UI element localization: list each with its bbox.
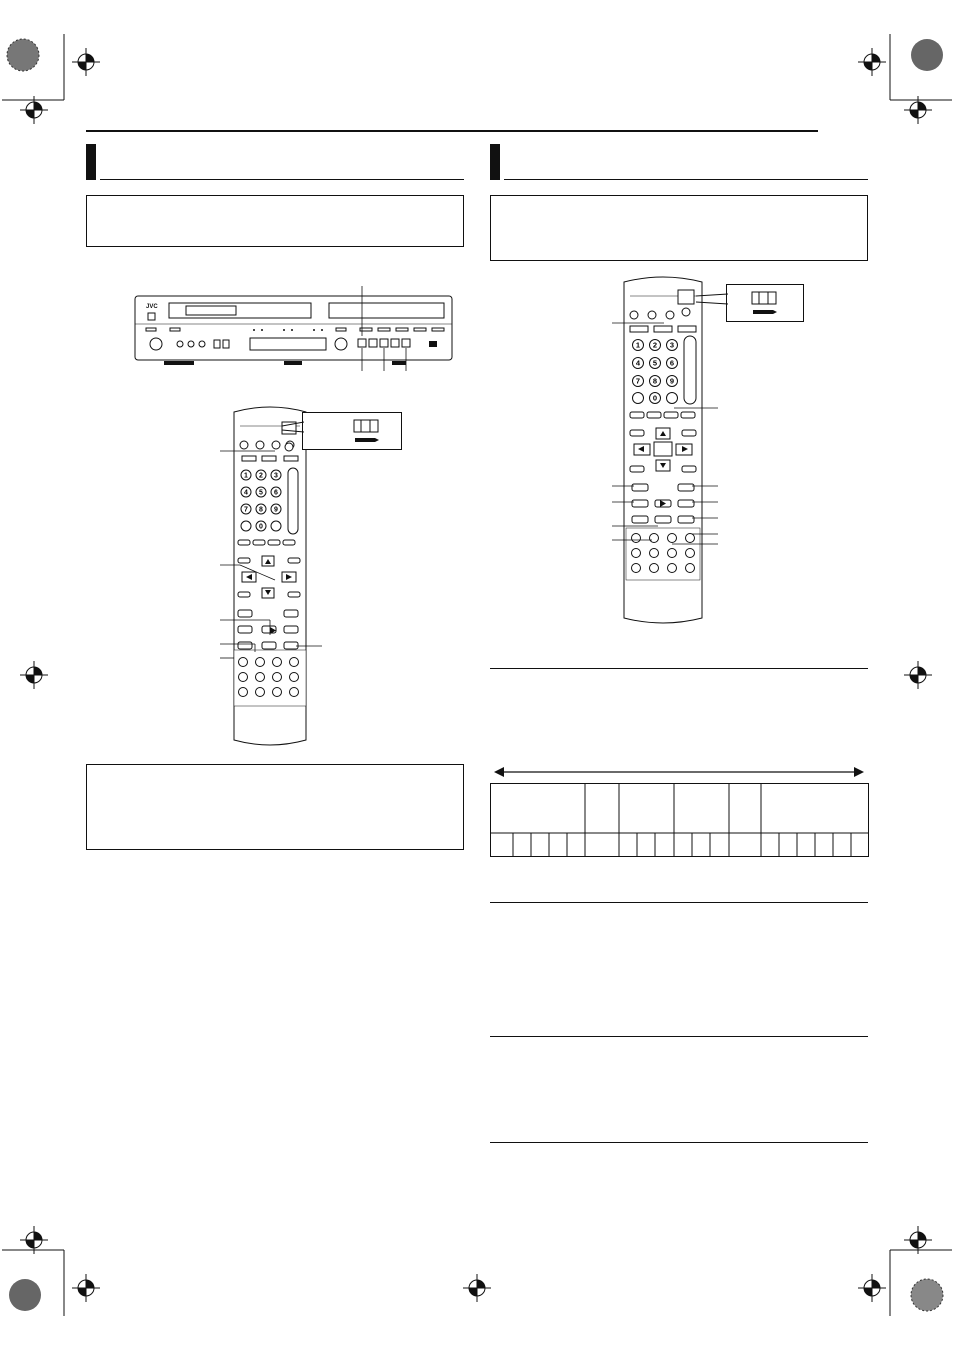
mode-switch-callout-right (726, 284, 804, 322)
registration-target-icon (20, 1226, 48, 1254)
keypad-digit: 2 (652, 340, 658, 350)
position-table (490, 783, 870, 858)
color-bar-disc-icon (8, 1278, 42, 1312)
intro-box-right (490, 195, 868, 261)
keypad-digit: 6 (274, 489, 278, 497)
keypad-digit: 0 (652, 393, 658, 403)
recorder-front-panel (134, 286, 454, 371)
section-title-rule-left (100, 179, 464, 180)
registration-target-icon (72, 1274, 100, 1302)
divider-rule-1 (490, 668, 868, 669)
keypad-digit: 9 (669, 376, 675, 386)
divider-rule-2 (490, 902, 868, 903)
keypad-digit: 0 (259, 523, 263, 531)
registration-target-icon (904, 96, 932, 124)
callout-lines-right (612, 318, 722, 548)
keypad-digit: 1 (244, 472, 248, 480)
mode-switch-callout-left (302, 412, 402, 450)
keypad-digit: 4 (635, 358, 641, 368)
section-marker-right (490, 144, 500, 180)
callout-pointer-right (696, 292, 728, 306)
keypad-digit: 8 (652, 376, 658, 386)
registration-target-icon (904, 1226, 932, 1254)
header-rule (86, 130, 818, 132)
keypad-digit: 6 (669, 358, 675, 368)
keypad-digit: 2 (259, 472, 263, 480)
registration-target-icon (463, 1274, 491, 1302)
keypad-digit: 7 (635, 376, 641, 386)
registration-target-icon (904, 661, 932, 689)
section-title-rule-right (504, 179, 868, 180)
color-bar-disc-icon (910, 38, 944, 72)
divider-rule-4 (490, 1142, 868, 1143)
callout-pointer-left (282, 420, 304, 434)
keypad-digit: 4 (244, 489, 248, 497)
keypad-digit: 1 (635, 340, 641, 350)
divider-rule-3 (490, 1036, 868, 1037)
registration-target-icon (72, 48, 100, 76)
section-marker-left (86, 144, 96, 180)
keypad-digit: 8 (259, 506, 263, 514)
keypad-digit: 5 (652, 358, 658, 368)
position-table-grid (490, 783, 870, 858)
intro-box-left (86, 195, 464, 247)
registration-target-icon (20, 661, 48, 689)
registration-target-icon (858, 48, 886, 76)
keypad-digit: 7 (244, 506, 248, 514)
slide-switch-icon (751, 291, 779, 317)
registration-target-icon (858, 1274, 886, 1302)
color-bar-disc-icon (910, 1278, 944, 1312)
note-box-left (86, 764, 464, 850)
color-bar-disc-icon (6, 38, 40, 72)
recorder-brand-logo: JVC (146, 304, 158, 310)
registration-target-icon (20, 96, 48, 124)
callout-lines-left (220, 440, 330, 670)
slide-switch-icon (353, 419, 381, 445)
keypad-digit: 5 (259, 489, 263, 497)
keypad-digit: 3 (274, 472, 278, 480)
double-arrow-icon (494, 765, 864, 779)
keypad-digit: 9 (274, 506, 278, 514)
keypad-digit: 3 (669, 340, 675, 350)
